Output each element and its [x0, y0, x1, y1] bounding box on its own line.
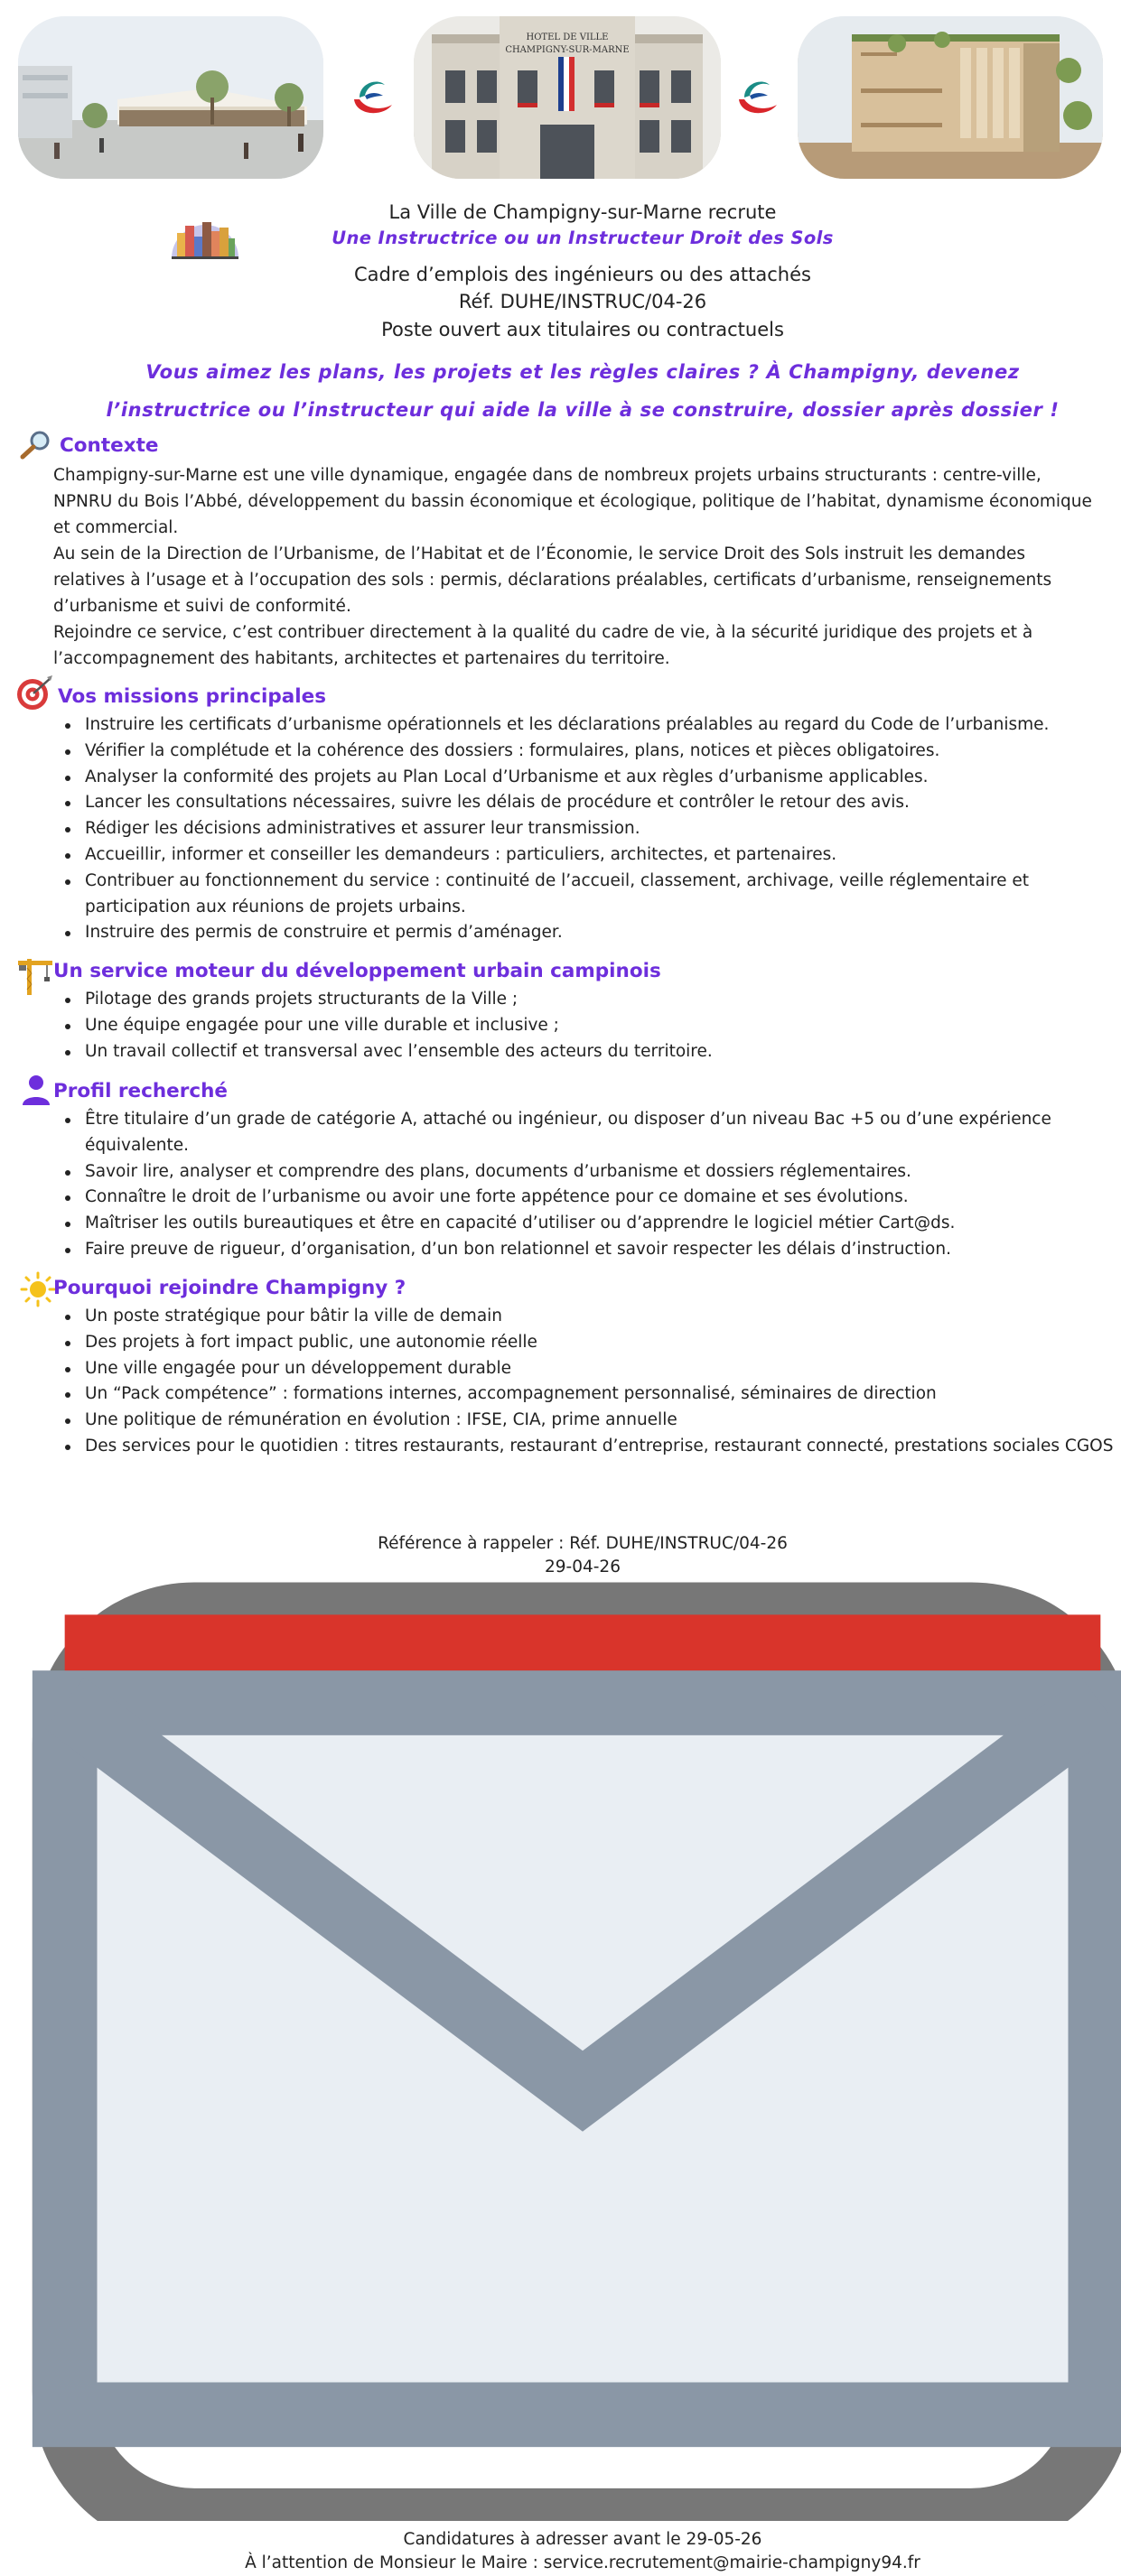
list-item: Une politique de rémunération en évolution : IFSE, CIA, prime annuelle — [85, 1408, 1115, 1434]
city-logo-icon — [732, 72, 780, 119]
list-item: Un poste stratégique pour bâtir la ville de demain — [85, 1304, 1115, 1330]
list-item: Rédiger les décisions administratives et assurer leur transmission. — [85, 816, 1115, 842]
contexte-paragraph-1: Champigny-sur-Marne est une ville dynamique, engagée dans de nombreux projets urbains structurants : centre-ville, NPNRU du Bois l’Abbé, développement du bassin économique et écologique, politique de l’habitat, dynamisme économique et commercial. — [53, 466, 1092, 537]
service-list — [85, 987, 1115, 1065]
contexte-paragraph-3: Rejoindre ce service, c’est contribuer directement à la qualité du cadre de vie, à la sécurité juridique des projets et à l’accompagnement des habitants, architectes et partenaires du territoire. — [53, 623, 1033, 668]
list-item: Pilotage des grands projets structurants de la Ville ; — [85, 987, 1115, 1013]
missions-title: Vos missions principales — [58, 685, 327, 708]
photo-market-hall — [18, 16, 323, 179]
magnifier-icon — [18, 430, 52, 460]
pourquoi-list — [85, 1304, 1115, 1460]
service-title: Un service moteur du développement urbain campinois — [53, 960, 661, 982]
envelope-icon — [0, 1509, 1121, 2544]
crane-icon — [16, 955, 54, 995]
target-icon — [14, 675, 54, 711]
intro-recruit-line: La Ville de Champigny-sur-Marne recrute — [388, 201, 777, 223]
list-item: Connaître le droit de l’urbanisme ou avoir une forte appétence pour ce domaine et ses évolutions. — [85, 1185, 1115, 1211]
photo-hotel-de-ville — [414, 16, 721, 179]
intro-reference: Réf. DUHE/INSTRUC/04-26 — [458, 291, 707, 312]
footer-deadline-text: Candidatures à adresser avant le 29-05-26 — [403, 2530, 762, 2550]
list-item: Une ville engagée pour un développement durable — [85, 1356, 1115, 1382]
list-item: Une équipe engagée pour une ville durable et inclusive ; — [85, 1013, 1115, 1039]
pourquoi-title: Pourquoi rejoindre Champigny ? — [53, 1277, 406, 1299]
list-item: Instruire des permis de construire et permis d’aménager. — [85, 920, 1115, 946]
job-title: Une Instructrice ou un Instructeur Droit des Sols — [332, 228, 834, 248]
contexte-paragraph-2: Au sein de la Direction de l’Urbanisme, de l’Habitat et de l’Économie, le service Droit des Sols instruit les demandes relatives à l’usage et à l’occupation des sols : permis, déclarations préalables, certificats d’urbanisme, renseignements d’urbanisme et suivi de conformité. — [53, 544, 1052, 616]
profil-title: Profil recherché — [53, 1080, 228, 1102]
list-item: Des services pour le quotidien : titres restaurants, restaurant d’entreprise, restaurant connecté, prestations sociales CGOS — [85, 1434, 1115, 1460]
tagline-line1: Vous aimez les plans, les projets et les règles claires ? À Champigny, devenez — [145, 361, 1020, 383]
list-item: Être titulaire d’un grade de catégorie A, attaché ou ingénieur, ou disposer d’un niveau Bac +5 ou d’une expérience équivalente. — [85, 1107, 1115, 1159]
list-item: Un “Pack compétence” : formations internes, accompagnement personnalisé, séminaires de direction — [85, 1381, 1115, 1408]
intro-open-line: Poste ouvert aux titulaires ou contractuels — [381, 319, 784, 340]
sun-icon — [20, 1271, 56, 1307]
city-logo-icon — [347, 72, 396, 119]
tagline-line2: l’instructrice ou l’instructeur qui aide la ville à se construire, dossier après dossier ! — [106, 399, 1060, 421]
list-item: Instruire les certificats d’urbanisme opérationnels et les déclarations préalables au regard du Code de l’urbanisme. — [85, 712, 1115, 739]
hotel-sign-line1: HOTEL DE VILLE — [526, 33, 609, 42]
contexte-title: Contexte — [60, 434, 159, 457]
list-item: Contribuer au fonctionnement du service : continuité de l’accueil, classement, archivage, veille réglementaire et participation aux réunions de projets urbains. — [85, 869, 1115, 921]
list-item: Vérifier la complétude et la cohérence des dossiers : formulaires, plans, notices et pièces obligatoires. — [85, 739, 1115, 765]
footer-date: 29-04-26 — [545, 1558, 621, 1576]
list-item: Un travail collectif et transversal avec l’ensemble des acteurs du territoire. — [85, 1039, 1115, 1065]
list-item: Maîtriser les outils bureautiques et être en capacité d’utiliser ou d’apprendre le logiciel métier Cart@ds. — [85, 1211, 1115, 1237]
list-item: Faire preuve de rigueur, d’organisation, d’un bon relationnel et savoir respecter les délais d’instruction. — [85, 1237, 1115, 1263]
list-item: Lancer les consultations nécessaires, suivre les délais de procédure et contrôler le retour des avis. — [85, 790, 1115, 816]
profil-list — [85, 1107, 1115, 1263]
intro-cadre-line: Cadre d’emplois des ingénieurs ou des attachés — [354, 264, 811, 285]
photo-wooden-building — [798, 16, 1103, 179]
footer-attention — [0, 1509, 1121, 2576]
list-item: Savoir lire, analyser et comprendre des plans, documents d’urbanisme et dossiers réglementaires. — [85, 1159, 1115, 1186]
footer-attention-text[interactable]: À l’attention de Monsieur le Maire : service.recrutement@mairie-champigny94.fr — [245, 2553, 920, 2573]
list-item: Analyser la conformité des projets au Plan Local d’Urbanisme et aux règles d’urbanisme applicables. — [85, 765, 1115, 791]
hotel-sign-line2: CHAMPIGNY-SUR-MARNE — [505, 45, 630, 55]
missions-list — [85, 712, 1115, 946]
list-item: Accueillir, informer et conseiller les demandeurs : particuliers, architectes, et partenaires. — [85, 842, 1115, 869]
list-item: Des projets à fort impact public, une autonomie réelle — [85, 1330, 1115, 1356]
person-icon — [20, 1074, 54, 1105]
footer-reference: Référence à rappeler : Réf. DUHE/INSTRUC/04-26 — [378, 1534, 788, 1553]
